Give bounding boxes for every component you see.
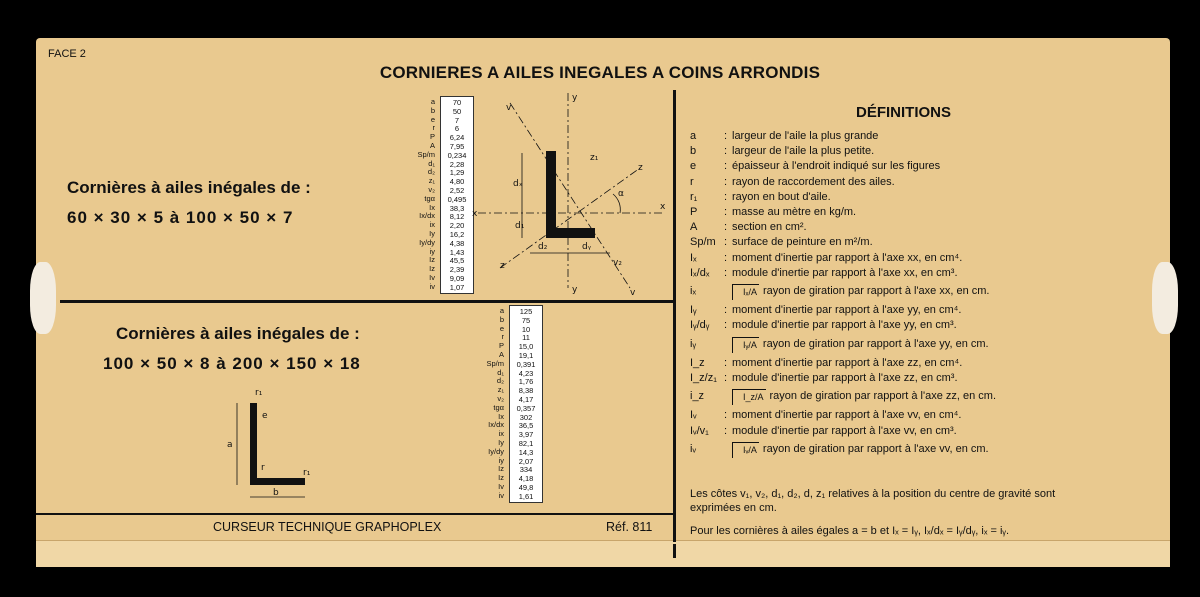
definition-row: [690, 129, 1160, 144]
upper-value-9: 4,80: [449, 177, 465, 187]
upper-value-19: 2,39: [449, 265, 465, 275]
lower-label-4: P: [498, 341, 504, 351]
definition-row: [690, 408, 1160, 423]
definition-key: iₓ: [690, 285, 697, 298]
definition-row: [690, 356, 1160, 371]
upper-label-4: P: [429, 132, 435, 142]
definition-row: [690, 266, 1160, 281]
e-label: e: [262, 411, 268, 421]
lower-value-21: 1,61: [518, 491, 534, 501]
upper-label-14: ix: [429, 220, 435, 230]
v-axis-line: [510, 103, 630, 288]
lower-label-12: Ix: [498, 411, 504, 421]
r1-label-right: r₁: [303, 468, 311, 478]
z1-label: z₁: [590, 153, 599, 163]
definition-row: [690, 337, 1160, 353]
definition-colon: :: [724, 304, 728, 317]
definition-row: [690, 235, 1160, 250]
lower-value-14: 3,97: [518, 430, 534, 440]
upper-label-8: d₂: [427, 167, 435, 177]
lower-labels: [474, 307, 504, 501]
lower-value-5: 19,1: [518, 350, 534, 360]
d1-label: d₁: [515, 221, 525, 231]
x-label-left: x: [472, 209, 478, 219]
upper-value-17: 1,43: [449, 247, 465, 257]
lower-label-2: e: [499, 323, 504, 333]
angle-profile: [546, 151, 595, 238]
alpha-label: α: [618, 189, 624, 199]
definition-text: rayon de giration par rapport à l'axe zz, en cm.: [769, 390, 997, 403]
definition-colon: :: [724, 266, 728, 279]
upper-value-0: 70: [452, 98, 462, 107]
lower-label-17: iy: [498, 455, 504, 465]
definition-text: module d'inertie par rapport à l'axe yy, en cm³.: [732, 319, 957, 332]
definition-key: I_z/z₁: [690, 372, 717, 385]
upper-label-12: Ix: [429, 202, 435, 212]
definition-key: Iᵧ/dᵧ: [690, 319, 710, 332]
upper-value-14: 2,20: [449, 221, 465, 231]
definition-text: moment d'inertie par rapport à l'axe vv, en cm⁴.: [732, 409, 962, 422]
lower-value-7: 4,23: [518, 368, 534, 378]
lower-value-1: 75: [521, 315, 531, 325]
angle-profile-small: [250, 403, 305, 485]
definition-colon: :: [724, 409, 728, 422]
lower-label-19: Iz: [498, 473, 504, 483]
upper-value-7: 2,28: [449, 159, 465, 169]
sqrt-formula: Iᵥ/A: [732, 442, 759, 458]
upper-labels: [405, 98, 435, 292]
lower-value-11: 0,357: [516, 403, 536, 413]
definition-row: [690, 190, 1160, 205]
lower-label-15: Iy: [498, 437, 504, 447]
lower-label-1: b: [499, 314, 504, 324]
definition-colon: :: [724, 206, 728, 219]
definition-row: [690, 251, 1160, 266]
definition-key: r: [690, 175, 694, 188]
lower-label-9: z₁: [497, 385, 504, 395]
lower-label-5: A: [498, 349, 504, 359]
footer-ref: Réf. 811: [606, 520, 653, 534]
sqrt-formula: I_z/A: [732, 389, 766, 405]
definition-key: iᵧ: [690, 337, 696, 350]
upper-value-11: 0,495: [447, 194, 467, 204]
definition-key: I_z: [690, 356, 705, 369]
upper-label-10: v₂: [428, 184, 435, 194]
definition-key: Iₓ: [690, 251, 697, 264]
definition-row: [690, 442, 1160, 458]
definition-colon: [724, 284, 732, 300]
lower-label-10: v₂: [497, 393, 504, 403]
upper-label-1: b: [430, 105, 435, 115]
definition-key: r₁: [690, 190, 698, 203]
footer-divider: [36, 513, 674, 515]
page-title: CORNIERES A AILES INEGALES A COINS ARRONDIS: [379, 63, 821, 82]
definition-key: P: [690, 206, 698, 219]
slide-strip[interactable]: [36, 540, 1170, 567]
definition-text: surface de peinture en m²/m.: [732, 236, 873, 249]
d2-label: d₂: [538, 242, 548, 252]
definition-colon: :: [724, 130, 728, 142]
lower-label-20: Iv: [498, 481, 504, 491]
definition-text: rayon de giration par rapport à l'axe vv, en cm.: [762, 442, 989, 455]
upper-value-10: 2,52: [449, 185, 465, 195]
vertical-divider: [673, 90, 676, 542]
definition-key: e: [690, 160, 697, 173]
r1-label-top: r₁: [255, 388, 263, 398]
upper-label-13: Ix/dx: [419, 211, 435, 221]
definition-colon: :: [724, 175, 728, 188]
strip-tick: [673, 544, 676, 558]
upper-value-15: 16,2: [449, 229, 465, 239]
lower-label-0: a: [499, 306, 504, 315]
definition-text: masse au mètre en kg/m.: [732, 206, 857, 219]
definition-colon: :: [724, 236, 728, 249]
r-label: r: [261, 463, 265, 473]
definition-text: largeur de l'aile la plus petite.: [732, 145, 875, 158]
definitions-note: Les côtes v₁, v₂, d₁, d₂, d, z₁ relatives à la position du centre de gravité sont exprimées en cm.: [690, 488, 1056, 514]
footer-brand: CURSEUR TECHNIQUE GRAPHOPLEX: [213, 520, 442, 534]
definition-key: A: [690, 221, 698, 234]
upper-label-19: Iz: [429, 264, 435, 274]
dy-label: dᵧ: [582, 242, 592, 252]
y-label-top: y: [572, 93, 578, 103]
definition-text: moment d'inertie par rapport à l'axe zz, en cm⁴.: [732, 356, 963, 369]
upper-label-21: iv: [429, 281, 435, 291]
definition-colon: :: [724, 251, 728, 264]
v2-label: v₂: [613, 258, 622, 268]
definition-text: module d'inertie par rapport à l'axe vv, en cm³.: [732, 424, 957, 437]
upper-label-7: d₁: [428, 158, 435, 168]
definition-colon: :: [724, 356, 728, 369]
definition-key: Sp/m: [690, 236, 716, 249]
lower-label-3: r: [501, 332, 504, 342]
angle-small-diagram: [215, 385, 325, 505]
upper-range: 60 × 30 × 5 à 100 × 50 × 7: [67, 208, 294, 227]
definition-colon: [724, 389, 732, 405]
lower-label-14: ix: [498, 429, 504, 439]
upper-value-6: 0,234: [447, 150, 467, 160]
v-label-bottom: v: [630, 288, 636, 298]
definition-key: Iᵥ/v₁: [690, 424, 709, 437]
lower-label-21: iv: [498, 490, 504, 500]
definition-colon: :: [724, 190, 728, 203]
definition-text: rayon de giration par rapport à l'axe xx, en cm.: [762, 285, 990, 298]
upper-label-3: r: [432, 123, 435, 133]
sqrt-formula: Iₓ/A: [732, 284, 759, 300]
upper-label-6: Sp/m: [417, 149, 435, 159]
upper-value-2: 7: [454, 115, 460, 125]
definitions-equal-note: Pour les cornières à ailes égales a = b et Iₓ = Iᵧ, Iₓ/dₓ = Iᵧ/dᵧ, iₓ = iᵧ.: [690, 525, 1010, 537]
definition-row: [690, 144, 1160, 159]
definition-key: Iᵥ: [690, 409, 697, 422]
lower-label-16: Iy/dy: [488, 446, 504, 456]
upper-label-5: A: [429, 140, 435, 150]
definition-row: [690, 389, 1160, 405]
lower-value-6: 0,391: [516, 359, 536, 369]
upper-value-1: 50: [452, 106, 462, 116]
definition-text: rayon de giration par rapport à l'axe yy, en cm.: [762, 337, 989, 350]
lower-value-0: 125: [519, 307, 533, 316]
upper-value-5: 7,95: [449, 141, 465, 151]
lower-value-16: 14,3: [518, 447, 534, 457]
definitions-title: DÉFINITIONS: [856, 104, 952, 121]
upper-value-4: 6,24: [449, 133, 465, 143]
definitions-list: [690, 129, 1160, 461]
lower-value-2: 10: [521, 324, 531, 334]
upper-label-15: Iy: [429, 228, 435, 238]
lower-value-10: 4,17: [518, 394, 534, 404]
definition-colon: :: [724, 424, 728, 437]
definition-text: moment d'inertie par rapport à l'axe yy, en cm⁴.: [732, 304, 962, 317]
middle-divider: [60, 300, 674, 303]
definition-text: section en cm².: [732, 221, 807, 234]
definition-row: [690, 220, 1160, 235]
lower-heading: Cornières à ailes inégales de :: [116, 324, 360, 343]
lower-value-13: 36,5: [518, 421, 534, 431]
lower-value-17: 2,07: [518, 456, 534, 466]
definition-key: b: [690, 145, 697, 158]
lower-value-4: 15,0: [518, 342, 534, 352]
definition-row: [690, 175, 1160, 190]
definition-colon: :: [724, 319, 728, 332]
upper-values: [440, 96, 474, 294]
upper-value-3: 6: [454, 124, 460, 134]
definition-colon: [724, 337, 732, 353]
definition-row: [690, 303, 1160, 318]
v-label-top: v: [506, 103, 512, 113]
lower-values: [509, 305, 543, 503]
lower-label-18: Iz: [498, 464, 504, 474]
definition-colon: [724, 442, 732, 458]
upper-value-13: 8,12: [449, 212, 465, 222]
upper-value-16: 4,38: [449, 238, 465, 248]
lower-range: 100 × 50 × 8 à 200 × 150 × 18: [103, 354, 361, 373]
definition-text: rayon de raccordement des ailes.: [732, 175, 895, 188]
definition-text: module d'inertie par rapport à l'axe xx, en cm³.: [732, 266, 958, 279]
definition-key: iᵥ: [690, 442, 696, 455]
x-label-right: x: [660, 202, 666, 212]
lower-label-11: tgα: [493, 402, 504, 412]
definition-colon: :: [724, 160, 728, 173]
y-label-bottom: y: [572, 285, 578, 295]
definition-row: [690, 205, 1160, 220]
upper-label-11: tgα: [424, 193, 435, 203]
lower-value-15: 82,1: [518, 438, 534, 448]
definition-row: [690, 284, 1160, 300]
definition-text: module d'inertie par rapport à l'axe zz, en cm³.: [732, 372, 958, 385]
face-label: FACE 2: [48, 48, 86, 60]
left-notch: [30, 262, 56, 334]
definition-key: Iᵧ: [690, 304, 697, 317]
lower-value-18: 334: [519, 465, 533, 475]
definition-row: [690, 159, 1160, 174]
upper-value-18: 45,5: [449, 256, 465, 266]
upper-heading: Cornières à ailes inégales de :: [67, 178, 311, 197]
definition-colon: :: [724, 372, 728, 385]
z-label-top: z: [638, 163, 643, 173]
definition-key: i_z: [690, 390, 705, 403]
definition-text: moment d'inertie par rapport à l'axe xx, en cm⁴.: [732, 251, 963, 264]
definition-text: largeur de l'aile la plus grande: [732, 130, 879, 142]
lower-value-20: 49,8: [518, 482, 534, 492]
upper-value-21: 1,07: [449, 282, 465, 292]
lower-label-8: d₂: [496, 376, 504, 386]
upper-value-20: 9,09: [449, 273, 465, 283]
definition-text: épaisseur à l'endroit indiqué sur les figures: [732, 160, 941, 173]
a-label: a: [227, 440, 233, 450]
sqrt-formula: Iᵧ/A: [732, 337, 759, 353]
upper-label-2: e: [430, 114, 435, 124]
upper-label-17: iy: [429, 246, 435, 256]
lower-value-19: 4,18: [518, 474, 534, 484]
lower-value-9: 8,38: [518, 386, 534, 396]
lower-value-12: 302: [519, 412, 533, 422]
definition-row: [690, 318, 1160, 333]
z-label-bottom: z: [500, 261, 505, 271]
upper-value-8: 1,29: [449, 168, 465, 178]
upper-value-12: 38,3: [449, 203, 465, 213]
lower-label-7: d₁: [497, 367, 504, 377]
b-label: b: [273, 488, 279, 498]
definition-row: [690, 371, 1160, 386]
definition-row: [690, 424, 1160, 439]
angle-diagram: [470, 88, 670, 298]
definition-key: a: [690, 130, 697, 142]
upper-label-9: z₁: [428, 176, 435, 186]
lower-label-13: Ix/dx: [488, 420, 504, 430]
lower-value-3: 11: [522, 333, 530, 343]
definition-colon: :: [724, 145, 728, 158]
definition-key: Iₓ/dₓ: [690, 266, 710, 279]
upper-label-16: Iy/dy: [419, 237, 435, 247]
dx-label: dₓ: [513, 179, 523, 189]
upper-label-18: Iz: [429, 255, 435, 265]
upper-label-0: a: [430, 97, 435, 106]
lower-label-6: Sp/m: [486, 358, 504, 368]
upper-label-20: Iv: [429, 272, 435, 282]
definition-colon: :: [724, 221, 728, 234]
definition-text: rayon en bout d'aile.: [732, 190, 831, 203]
lower-value-8: 1,76: [518, 377, 534, 387]
